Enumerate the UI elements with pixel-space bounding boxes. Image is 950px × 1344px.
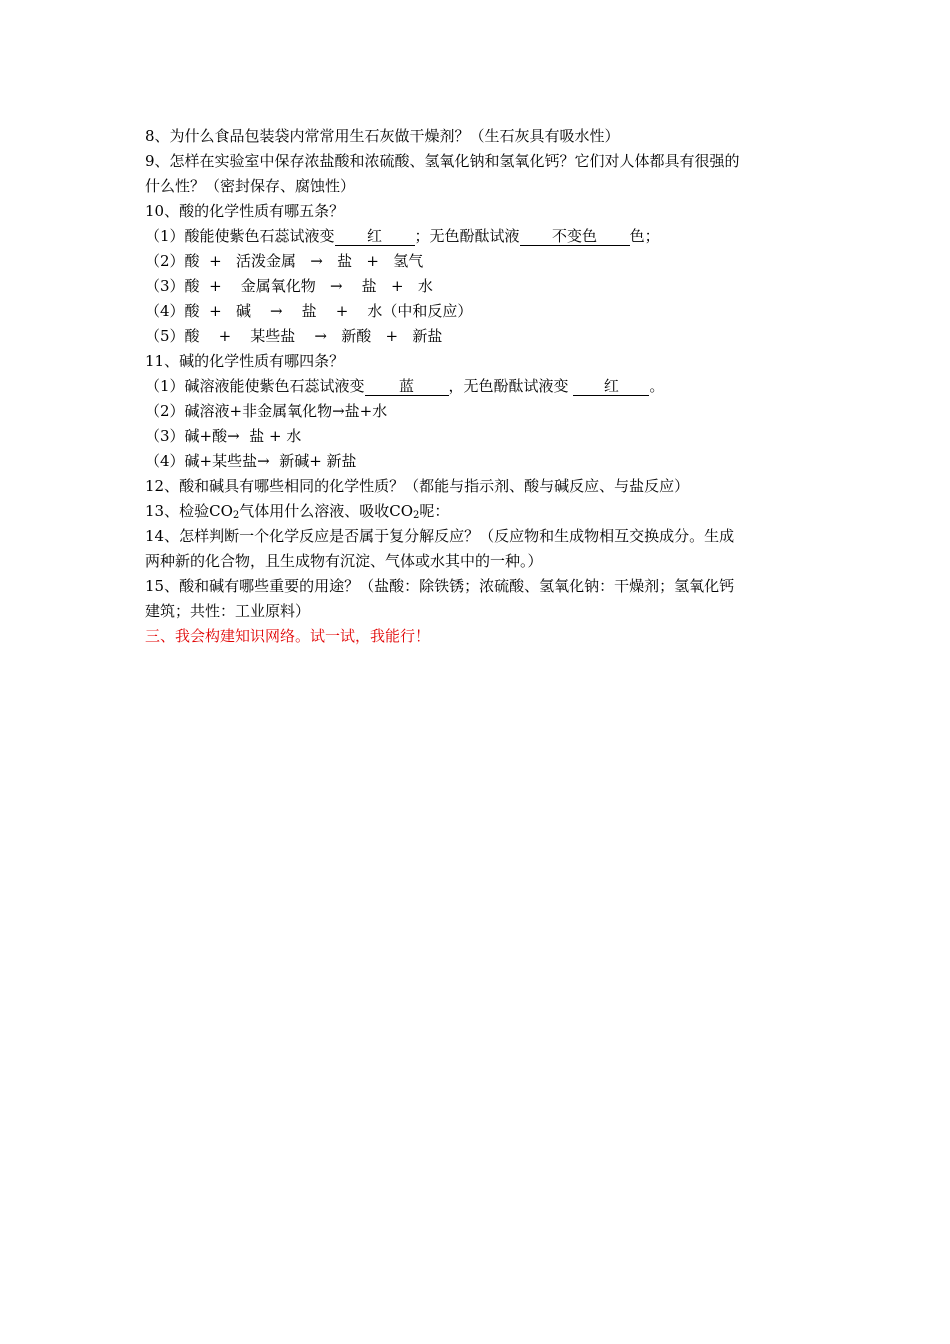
- q11-1-blank-phenolphthalein: 红: [573, 377, 649, 396]
- question-9-line1: 9、怎样在实验室中保存浓盐酸和浓硫酸、氢氧化钠和氢氧化钙？它们对人体都具有很强的: [145, 152, 740, 170]
- q11-1-middle: ，无色酚酞试液变: [448, 377, 574, 395]
- question-10-item-4: （4）酸 + 碱 → 盐 + 水（中和反应）: [145, 302, 473, 320]
- question-11-item-2: （2）碱溶液+非金属氧化物→盐+水: [145, 402, 388, 420]
- question-10: 10、酸的化学性质有哪五条？: [145, 202, 345, 220]
- question-10-item-5: （5）酸 + 某些盐 → 新酸 + 新盐: [145, 327, 443, 345]
- question-11-item-3: （3）碱+酸→ 盐 + 水: [145, 427, 302, 445]
- question-11-item-4: （4）碱+某些盐→ 新碱+ 新盐: [145, 452, 357, 470]
- question-8: 8、为什么食品包装袋内常常用生石灰做干燥剂？（生石灰具有吸水性）: [145, 127, 620, 145]
- question-10-item-2: （2）酸 + 活泼金属 → 盐 + 氢气: [145, 252, 424, 270]
- q13-part1: 13、检验CO: [145, 502, 233, 520]
- q10-1-prefix: （1）酸能使紫色石蕊试液变: [145, 227, 335, 245]
- question-15-line2: 建筑；共性：工业原料）: [145, 602, 311, 620]
- question-10-item-1: [145, 226, 660, 246]
- q13-part2: 气体用什么溶液、吸收CO: [239, 502, 414, 520]
- question-9-line2: 什么性？（密封保存、腐蚀性）: [145, 177, 356, 195]
- question-11: 11、碱的化学性质有哪四条？: [145, 352, 345, 370]
- q11-1-blank-litmus: 蓝: [365, 377, 449, 396]
- q10-1-blank-phenolphthalein: 不变色: [520, 227, 630, 246]
- q10-1-suffix: 色；: [629, 227, 660, 245]
- q13-part3: 呢：: [419, 502, 450, 520]
- question-14-line2: 两种新的化合物，且生成物有沉淀、气体或水其中的一种。）: [145, 552, 543, 570]
- question-15-line1: 15、酸和碱有哪些重要的用途？（盐酸：除铁锈；浓硫酸、氢氧化钠：干燥剂；氢氧化钙: [145, 577, 735, 595]
- q13-subscript-2: 2: [413, 510, 420, 521]
- q10-1-blank-litmus: 红: [335, 227, 415, 246]
- q11-1-suffix: 。: [649, 377, 665, 395]
- section-3-heading: 三、我会构建知识网络。试一试，我能行！: [145, 627, 431, 645]
- question-13: [145, 501, 449, 526]
- q10-1-middle: ；无色酚酞试液: [414, 227, 520, 245]
- question-11-item-1: [145, 376, 664, 396]
- question-10-item-3: （3）酸 + 金属氧化物 → 盐 + 水: [145, 277, 433, 295]
- q11-1-prefix: （1）碱溶液能使紫色石蕊试液变: [145, 377, 365, 395]
- q13-subscript-1: 2: [232, 510, 240, 521]
- question-12: 12、酸和碱具有哪些相同的化学性质？（都能与指示剂、酸与碱反应、与盐反应）: [145, 477, 690, 495]
- question-14-line1: 14、怎样判断一个化学反应是否属于复分解反应？（反应物和生成物相互交换成分。生成: [145, 527, 735, 545]
